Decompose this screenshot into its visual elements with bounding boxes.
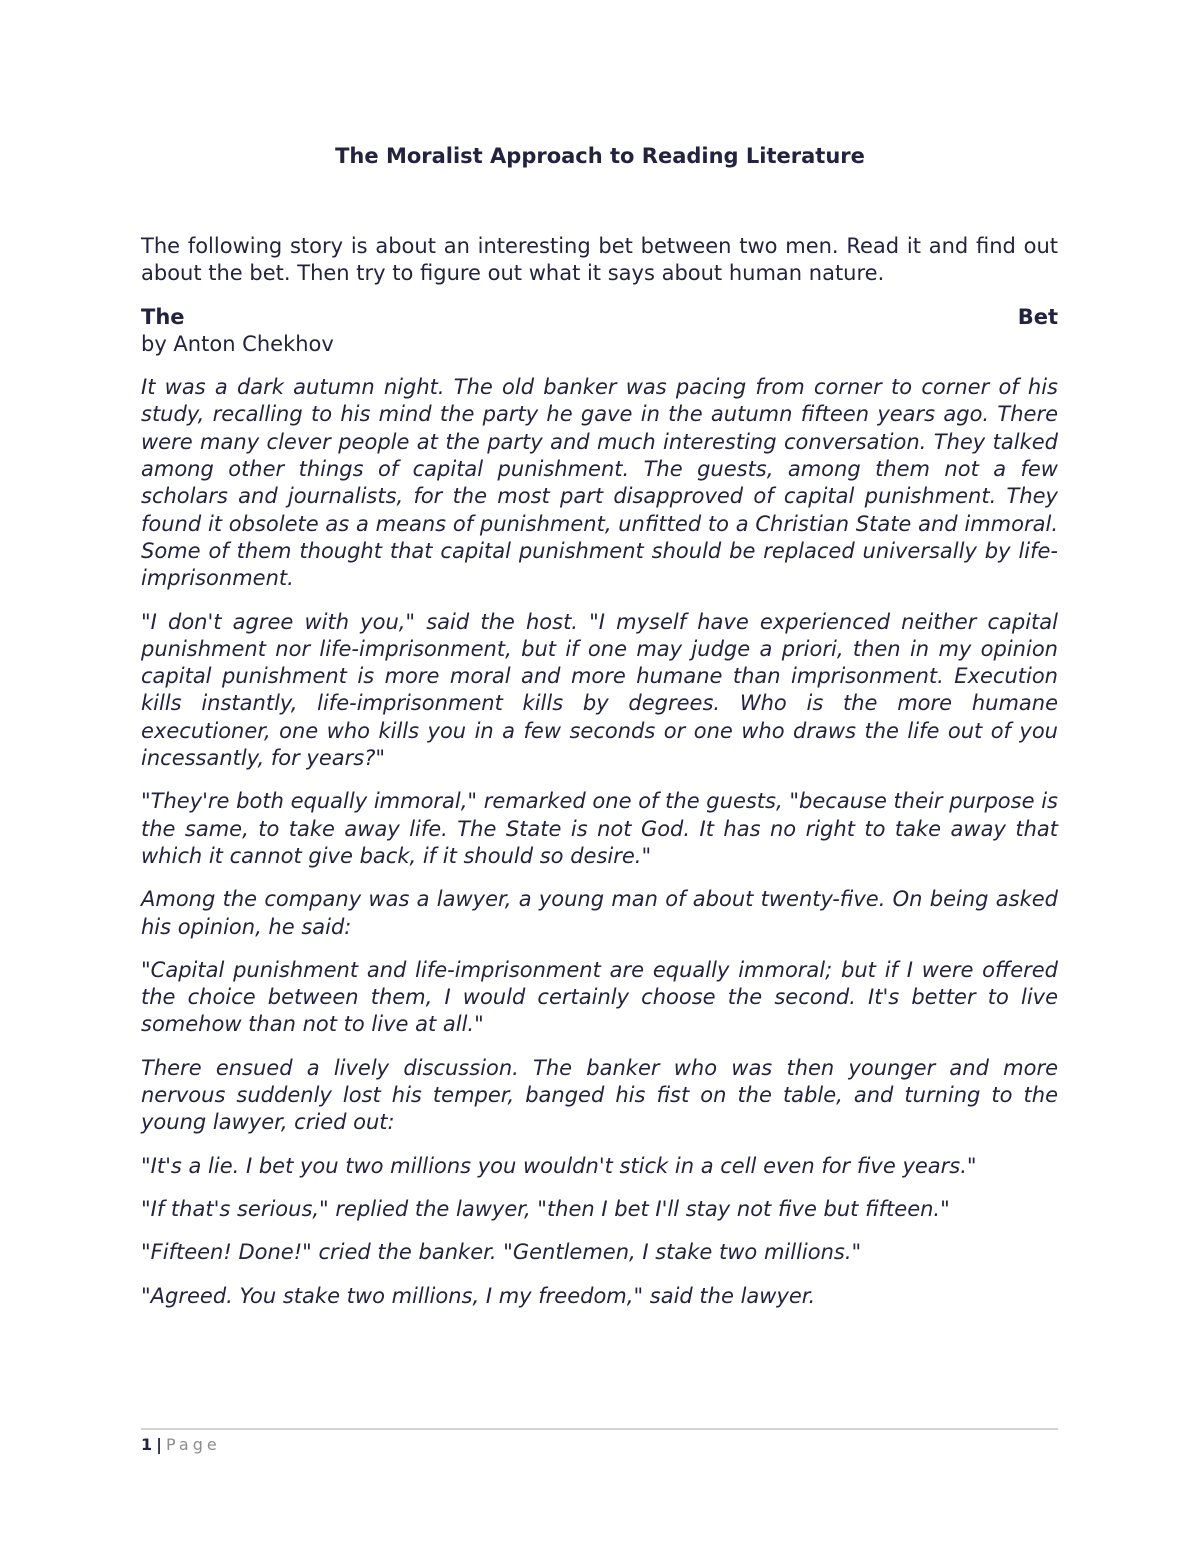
document-title: The Moralist Approach to Reading Literature xyxy=(335,144,865,168)
story-title xyxy=(141,304,1058,331)
footer-divider xyxy=(141,1428,1058,1430)
page-number: 1 xyxy=(141,1435,153,1454)
intro-paragraph: The following story is about an interesting bet between two men. Read it and find out about the bet. Then try to figure out what it says about human nature. xyxy=(141,234,1058,286)
story-paragraph: "Fifteen! Done!" cried the banker. "Gentlemen, I stake two millions." xyxy=(141,1240,862,1265)
story-paragraph: "Capital punishment and life-imprisonment are equally immoral; but if I were offered the choice between them, I would certainly choose the second. It's better to live somehow than not to live at all." xyxy=(141,957,1058,1037)
story-author: by Anton Chekhov xyxy=(141,331,334,356)
story-paragraph: Among the company was a lawyer, a young man of about twenty-five. On being asked his opinion, he said: xyxy=(141,887,1058,939)
page-label: Page xyxy=(165,1435,221,1454)
story-paragraph: There ensued a lively discussion. The banker who was then younger and more nervous suddenly lost his temper, banged his fist on the table, and turning to the young lawyer, cried out: xyxy=(141,1055,1058,1135)
footer-separator: | xyxy=(156,1435,162,1454)
story-paragraph: "I don't agree with you," said the host. "I myself have experienced neither capital punishment nor life-imprisonment, but if one may judge a priori, then in my opinion capital punishment is more moral and more humane than imprisonment. Execution kills instantly, life-imprisonment kills by degrees. Who is the more humane executioner, one who kills you in a few seconds or one who draws the life out of you incessantly, for years?" xyxy=(141,609,1058,771)
story-paragraph: "If that's serious," replied the lawyer, "then I bet I'll stay not five but fifteen." xyxy=(141,1196,950,1221)
story-paragraph: "It's a lie. I bet you two millions you wouldn't stick in a cell even for five years." xyxy=(141,1153,977,1178)
story-title-left: The xyxy=(141,304,185,329)
story-paragraph: "Agreed. You stake two millions, I my freedom," said the lawyer. xyxy=(141,1283,816,1308)
story-paragraph: "They're both equally immoral," remarked one of the guests, "because their purpose is the same, to take away life. The State is not God. It has no right to take away that which it cannot give back, if it should so desire." xyxy=(141,789,1058,868)
document-body xyxy=(141,233,1058,1326)
story-title-right: Bet xyxy=(1017,304,1058,329)
page-footer xyxy=(141,1433,221,1457)
story-heading xyxy=(141,304,1058,359)
story-text xyxy=(141,374,1058,1310)
story-paragraph: It was a dark autumn night. The old banker was pacing from corner to corner of his study, recalling to his mind the party he gave in the autumn fifteen years ago. There were many clever people at the party and much interesting conversation. They talked among other things of capital punishment. The guests, among them not a few scholars and journalists, for the most part disapproved of capital punishment. They found it obsolete as a means of punishment, unfitted to a Christian State and immoral. Some of them thought that capital punishment should be replaced universally by life-imprisonment. xyxy=(141,375,1058,591)
